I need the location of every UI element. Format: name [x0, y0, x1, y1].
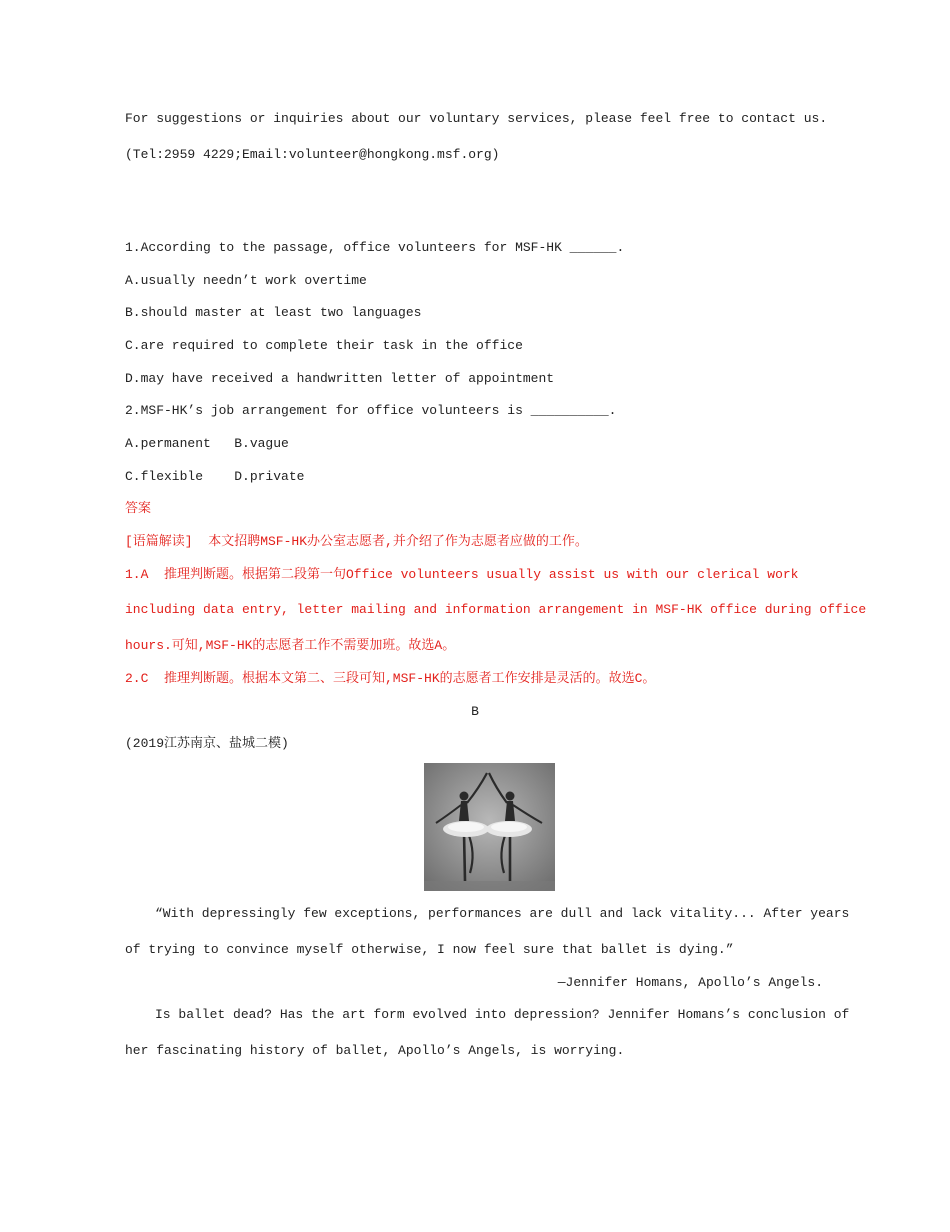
answer-2: 2.C 推理判断题。根据本文第二、三段可知,MSF-HK的志愿者工作安排是灵活的。故选C。	[125, 671, 656, 686]
question-2-stem: 2.MSF-HK’s job arrangement for office volunteers is __________.	[125, 403, 617, 418]
answer-heading: 答案	[125, 501, 152, 516]
ballet-dancers-photo	[424, 763, 555, 891]
question-1-stem: 1.According to the passage, office volunteers for MSF-HK ______.	[125, 240, 625, 255]
passage-source: (2019江苏南京、盐城二模)	[125, 736, 289, 751]
question-1-option-d: D.may have received a handwritten letter of appointment	[125, 371, 555, 386]
quote-line-1: “With depressingly few exceptions, performances are dull and lack vitality... After years	[155, 906, 850, 921]
paragraph-line-1: Is ballet dead? Has the art form evolved into depression? Jennifer Homans’s conclusion of	[155, 1007, 850, 1022]
passage-summary: [语篇解读] 本文招聘MSF-HK办公室志愿者,并介绍了作为志愿者应做的工作。	[125, 534, 588, 549]
quote-attribution: —Jennifer Homans, Apollo’s Angels.	[557, 975, 823, 990]
question-2-options-cd: C.flexible D.private	[125, 469, 305, 484]
contact-details: (Tel:2959 4229;Email:volunteer@hongkong.msf.org)	[125, 147, 500, 162]
answer-1-line-3: hours.可知,MSF-HK的志愿者工作不需要加班。故选A。	[125, 638, 456, 653]
question-1-option-b: B.should master at least two languages	[125, 305, 422, 320]
question-2-options-ab: A.permanent B.vague	[125, 436, 289, 451]
answer-1-line-1: 1.A 推理判断题。根据第二段第一句Office volunteers usually assist us with our clerical work	[125, 567, 799, 582]
quote-line-2: of trying to convince myself otherwise, I now feel sure that ballet is dying.”	[125, 942, 734, 957]
paragraph-line-2: her fascinating history of ballet, Apollo’s Angels, is worrying.	[125, 1043, 625, 1058]
question-1-option-a: A.usually needn’t work overtime	[125, 273, 367, 288]
question-1-option-c: C.are required to complete their task in the office	[125, 338, 523, 353]
answer-1-line-2: including data entry, letter mailing and information arrangement in MSF-HK office during office	[125, 602, 867, 617]
section-letter: B	[471, 704, 479, 719]
contact-text: For suggestions or inquiries about our voluntary services, please feel free to contact us.	[125, 111, 828, 126]
